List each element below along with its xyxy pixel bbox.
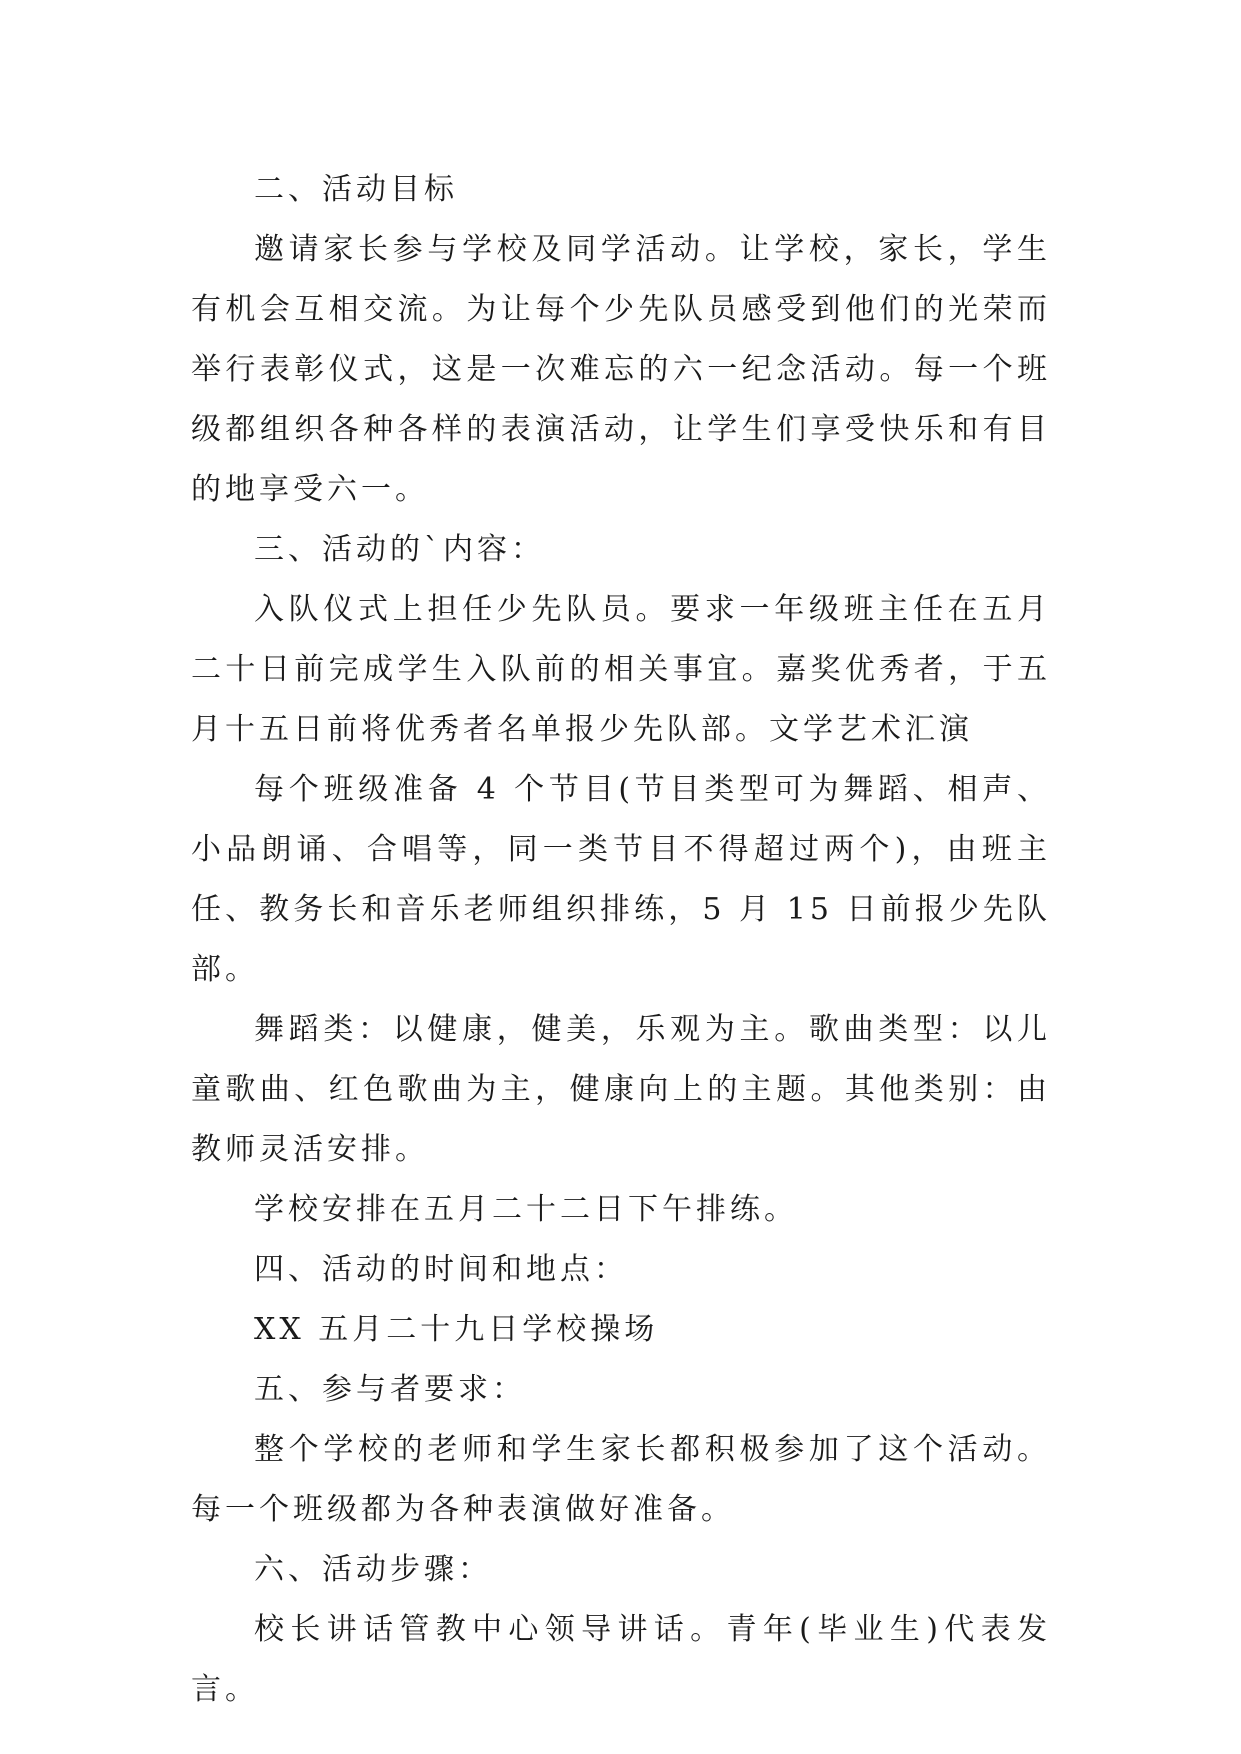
paragraph-induction: 入队仪式上担任少先队员。要求一年级班主任在五月二十日前完成学生入队前的相关事宜。嘉奖优秀者，于五月十五日前将优秀者名单报少先队部。文学艺术汇演: [191, 592, 1051, 747]
section-heading-goals: 二、活动目标: [254, 172, 458, 207]
paragraph-steps: 校长讲话管教中心领导讲话。青年(毕业生)代表发言。: [191, 1612, 1051, 1707]
section-heading-time-place: 四、活动的时间和地点：: [254, 1252, 628, 1287]
paragraph-requirements: 整个学校的老师和学生家长都积极参加了这个活动。每一个班级都为各种表演做好准备。: [191, 1432, 1051, 1527]
paragraph-programs: 每个班级准备 4 个节目(节目类型可为舞蹈、相声、小品朗诵、合唱等，同一类节目不得超过两个)，由班主任、教务长和音乐老师组织排练，5 月 15 日前报少先队部。: [191, 772, 1051, 987]
section-heading-requirements: 五、参与者要求：: [254, 1372, 526, 1407]
paragraph-categories: 舞蹈类：以健康，健美，乐观为主。歌曲类型：以儿童歌曲、红色歌曲为主，健康向上的主题。其他类别：由教师灵活安排。: [191, 1012, 1051, 1167]
paragraph-time-place: XX 五月二十九日学校操场: [254, 1312, 659, 1347]
paragraph-goals: 邀请家长参与学校及同学活动。让学校，家长，学生有机会互相交流。为让每个少先队员感受到他们的光荣而举行表彰仪式，这是一次难忘的六一纪念活动。每一个班级都组织各种各样的表演活动，让学生们享受快乐和有目的地享受六一。: [191, 232, 1051, 507]
section-heading-steps: 六、活动步骤：: [254, 1552, 492, 1587]
section-heading-content: 三、活动的`内容：: [254, 532, 545, 567]
document-body: [191, 160, 1051, 1720]
paragraph-rehearsal: 学校安排在五月二十二日下午排练。: [254, 1192, 798, 1227]
